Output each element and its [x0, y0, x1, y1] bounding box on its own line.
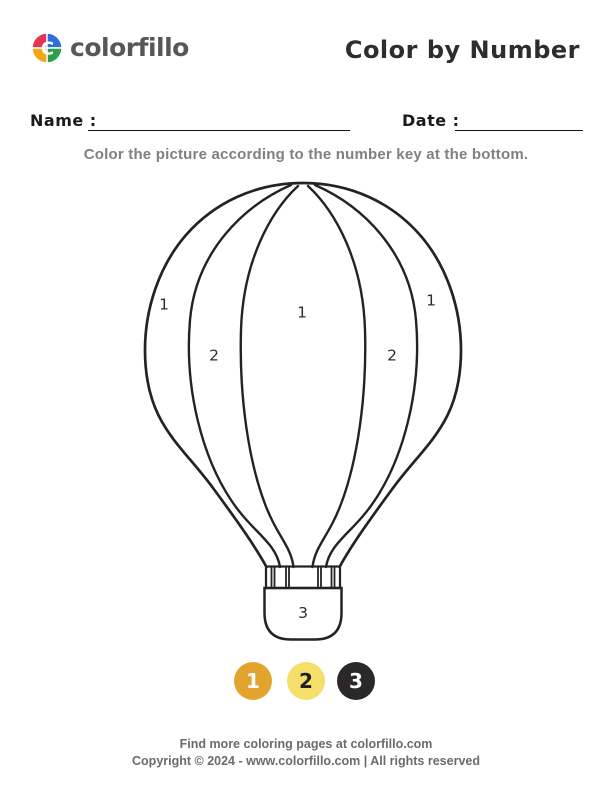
burner-band — [266, 567, 340, 589]
region-label-right-inner: 2 — [387, 346, 397, 365]
region-label-left-inner: 2 — [209, 346, 219, 365]
footer-find-more: Find more coloring pages at colorfillo.com — [179, 737, 433, 751]
page-title: Color by Number — [344, 36, 580, 64]
region-label-right-outer: 1 — [426, 291, 436, 310]
burner-band-dividers — [272, 567, 335, 589]
key-swatch-1 — [234, 662, 272, 700]
footer-copyright: Copyright © 2024 - www.colorfillo.com | All rights reserved — [132, 754, 480, 768]
date-label: Date : — [402, 111, 460, 130]
region-label-center: 1 — [297, 303, 307, 322]
key-swatch-2 — [287, 662, 325, 700]
key-swatch-3 — [337, 662, 375, 700]
balloon-seam-2 — [241, 186, 298, 567]
key-swatch-3-number: 3 — [349, 669, 363, 693]
instruction-text: Color the picture according to the number key at the bottom. — [83, 146, 529, 163]
key-swatch-1-number: 1 — [246, 669, 260, 693]
region-label-left-outer: 1 — [159, 295, 169, 314]
region-label-basket: 3 — [298, 604, 308, 622]
balloon-seam-1 — [189, 185, 291, 567]
balloon-seam-4 — [315, 185, 417, 567]
brand-name: colorfillo — [70, 33, 189, 62]
name-label: Name : — [30, 111, 97, 130]
key-swatch-2-number: 2 — [299, 669, 313, 693]
balloon-envelope-outline — [145, 183, 461, 567]
balloon-seam-3 — [308, 186, 365, 567]
logo-monogram: C — [40, 38, 55, 60]
